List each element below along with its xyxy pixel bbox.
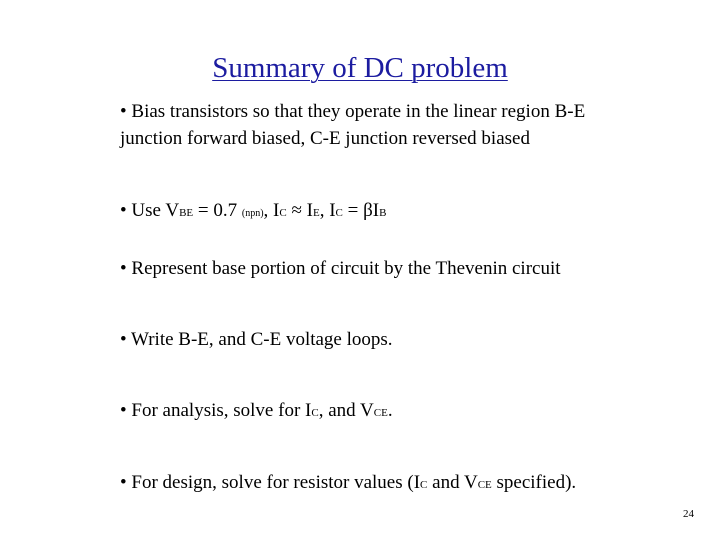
- text: ≈ I: [286, 200, 313, 221]
- subscript: BE: [179, 207, 194, 219]
- text: , and V: [318, 400, 374, 421]
- subscript: C: [311, 407, 319, 419]
- slide-title-text: Summary of DC problem: [212, 52, 508, 84]
- page-number: 24: [683, 508, 694, 520]
- text: = 0.7: [193, 200, 242, 221]
- bullet-voltage-loops: [120, 326, 393, 353]
- text: .: [387, 400, 393, 421]
- bullet-analysis: [120, 397, 393, 427]
- text: , I: [319, 200, 336, 221]
- text: • For design, solve for resistor values (I: [120, 472, 421, 493]
- bullet-design: [120, 469, 576, 499]
- text: • For analysis, solve for I: [120, 400, 312, 421]
- subscript: C: [420, 479, 428, 491]
- slide-title: [0, 52, 720, 85]
- bullet-thevenin: [120, 255, 561, 282]
- text: , I: [263, 200, 280, 221]
- npn-note: (npn): [241, 208, 264, 219]
- bullet-line: junction forward biased, C-E junction reversed biased: [120, 128, 530, 149]
- subscript: CE: [373, 407, 388, 419]
- bullet-use-vbe: [120, 197, 386, 227]
- bullet-line: • Bias transistors so that they operate in the linear region B-E: [120, 101, 586, 122]
- text: and V: [427, 472, 478, 493]
- bullet-text: • Write B-E, and C-E voltage loops.: [120, 329, 393, 350]
- subscript: C: [335, 207, 343, 219]
- subscript: C: [279, 207, 287, 219]
- bullet-text: • Represent base portion of circuit by the Thevenin circuit: [120, 258, 561, 279]
- subscript: B: [379, 207, 387, 219]
- text: = βI: [342, 200, 380, 221]
- text: • Use V: [120, 200, 180, 221]
- subscript: E: [312, 207, 320, 219]
- text: specified).: [491, 472, 577, 493]
- bullet-bias-transistors: [120, 98, 585, 152]
- subscript: CE: [477, 479, 492, 491]
